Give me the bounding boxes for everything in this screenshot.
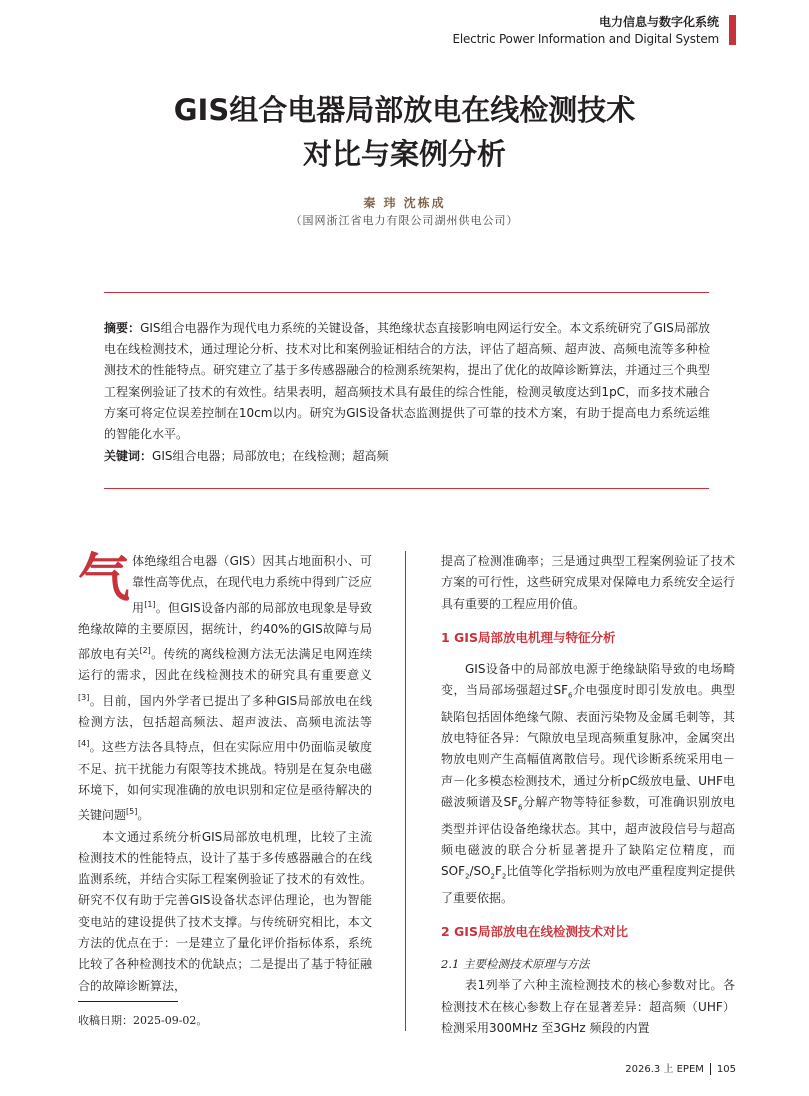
keywords	[104, 446, 710, 467]
received-date: 收稿日期：2025-09-02。	[78, 1014, 208, 1027]
abstract-bottom-rule	[104, 488, 709, 489]
section-1-paragraph: GIS设备中的局部放电源于绝缘缺陷导致的电场畸变，当局部场强超过$SF_6$介电强度时即引发放电。典型缺陷包括固体绝缘气隙、表面污染物及金属毛刺等，其放电特征各异：气隙放电呈现高频重复脉冲，金属突出物放电则产生高幅值离散信号。现代诊断系统采用电－声－化多模态检测技术，通过分析pC级放电量、UHF电磁波频谱及$SF_6$分解产物等特征参数，可准确识别放电类型并评估设备绝缘状态。其中，超声波段信号与超高频电磁波的联合分析显著提升了缺陷定位精度，而$SOF_2/SO_2F_2$比值等化学指标则为放电严重程度判定提供了重要依据。	[441, 661, 735, 906]
title-line-2: 对比与案例分析	[302, 137, 506, 171]
footer-separator	[710, 1063, 711, 1075]
section-2-title: 2 GIS局部放电在线检测技术对比	[441, 924, 628, 940]
abstract-top-rule	[104, 292, 709, 293]
ref-5: [5]	[126, 807, 138, 817]
ref-1: [1]	[144, 599, 156, 609]
ref-4: [4]	[78, 739, 90, 749]
left-column	[78, 548, 373, 997]
page-footer	[625, 1060, 736, 1075]
section-2-1-paragraph: 表1列举了六种主流检测技术的核心参数对比。各检测技术在核心参数上存在显著差异：超高频（UHF）检测采用300MHz 至3GHz 频段的内置	[441, 978, 735, 1035]
footnote-rule	[78, 1001, 178, 1002]
issue-info: 2026.3 上 EPEM	[625, 1064, 704, 1075]
keywords-label: 关键词：	[104, 449, 153, 463]
section-1-title: 1 GIS局部放电机理与特征分析	[441, 629, 616, 645]
article-title	[0, 88, 809, 176]
journal-header	[452, 14, 719, 48]
journal-name-en: Electric Power Information and Digital System	[452, 32, 719, 46]
dropcap: 气	[78, 548, 131, 609]
right-column	[441, 551, 735, 1039]
abstract-label: 摘要：	[104, 321, 141, 335]
header-accent-bar	[729, 15, 736, 45]
column-divider	[405, 551, 406, 1031]
page-number: 105	[716, 1064, 736, 1075]
ref-3: [3]	[78, 692, 90, 702]
ref-2: [2]	[139, 646, 151, 656]
journal-name-cn: 电力信息与数字化系统	[598, 15, 719, 29]
affiliation: （国网浙江省电力有限公司湖州供电公司）	[290, 214, 519, 227]
abstract-text: GIS组合电器作为现代电力系统的关键设备，其绝缘状态直接影响电网运行安全。本文系统研究了GIS局部放电在线检测技术，通过理论分析、技术对比和案例验证相结合的方法，评估了超高频、超声波、高频电流等多种检测技术的性能特点。研究建立了基于多传感器融合的检测系统架构，提出了优化的故障诊断算法，并通过三个典型工程案例验证了技术的有效性。结果表明，超高频技术具有最佳的综合性能，检测灵敏度达到1pC，而多技术融合方案可将定位误差控制在10cm以内。研究为GIS设备状态监测提供了可靠的技术方案，有助于提高电力系统运维的智能化水平。	[104, 321, 710, 442]
intro-paragraph-3: 提高了检测准确率；三是通过典型工程案例验证了技术方案的可行性，这些研究成果对保障电力系统安全运行具有重要的工程应用价值。	[441, 554, 735, 611]
section-2-1-title: 2.1 主要检测技术原理与方法	[441, 957, 590, 972]
intro-paragraph-1: 气体绝缘组合电器（GIS）因其占地面积小、可靠性高等优点，在现代电力系统中得到广泛应用[1]。但GIS设备内部的局部放电现象是导致绝缘故障的主要原因，据统计，约40%的GIS故障与局部放电有关[2]。传统的离线检测方法无法满足电网连续运行的需求，因此在线检测技术的研究具有重要意义[3]。目前，国内外学者已提出了多种GIS局部放电在线检测方法，包括超高频法、超声波法、高频电流法等[4]。这些方法各具特点，但在实际应用中仍面临灵敏度不足、抗干扰能力有限等技术挑战。特别是在复杂电磁环境下，如何实现准确的放电识别和定位是亟待解决的关键问题[5]。	[78, 548, 373, 823]
intro-paragraph-2: 本文通过系统分析GIS局部放电机理，比较了主流检测技术的性能特点，设计了基于多传感器融合的在线监测系统，并结合实际工程案例验证了技术的有效性。研究不仅有助于完善GIS设备状态评估理论，也为智能变电站的建设提供了技术支撑。与传统研究相比，本文方法的优点在于：一是建立了量化评价指标体系，系统比较了各种检测技术的优缺点；二是提出了基于特征融合的故障诊断算法，	[78, 829, 372, 993]
title-line-1: GIS组合电器局部放电在线检测技术	[173, 93, 636, 127]
authors: 秦 玮 沈栋成	[363, 196, 446, 210]
keywords-text: GIS组合电器；局部放电；在线检测；超高频	[152, 449, 389, 463]
abstract	[104, 318, 710, 445]
